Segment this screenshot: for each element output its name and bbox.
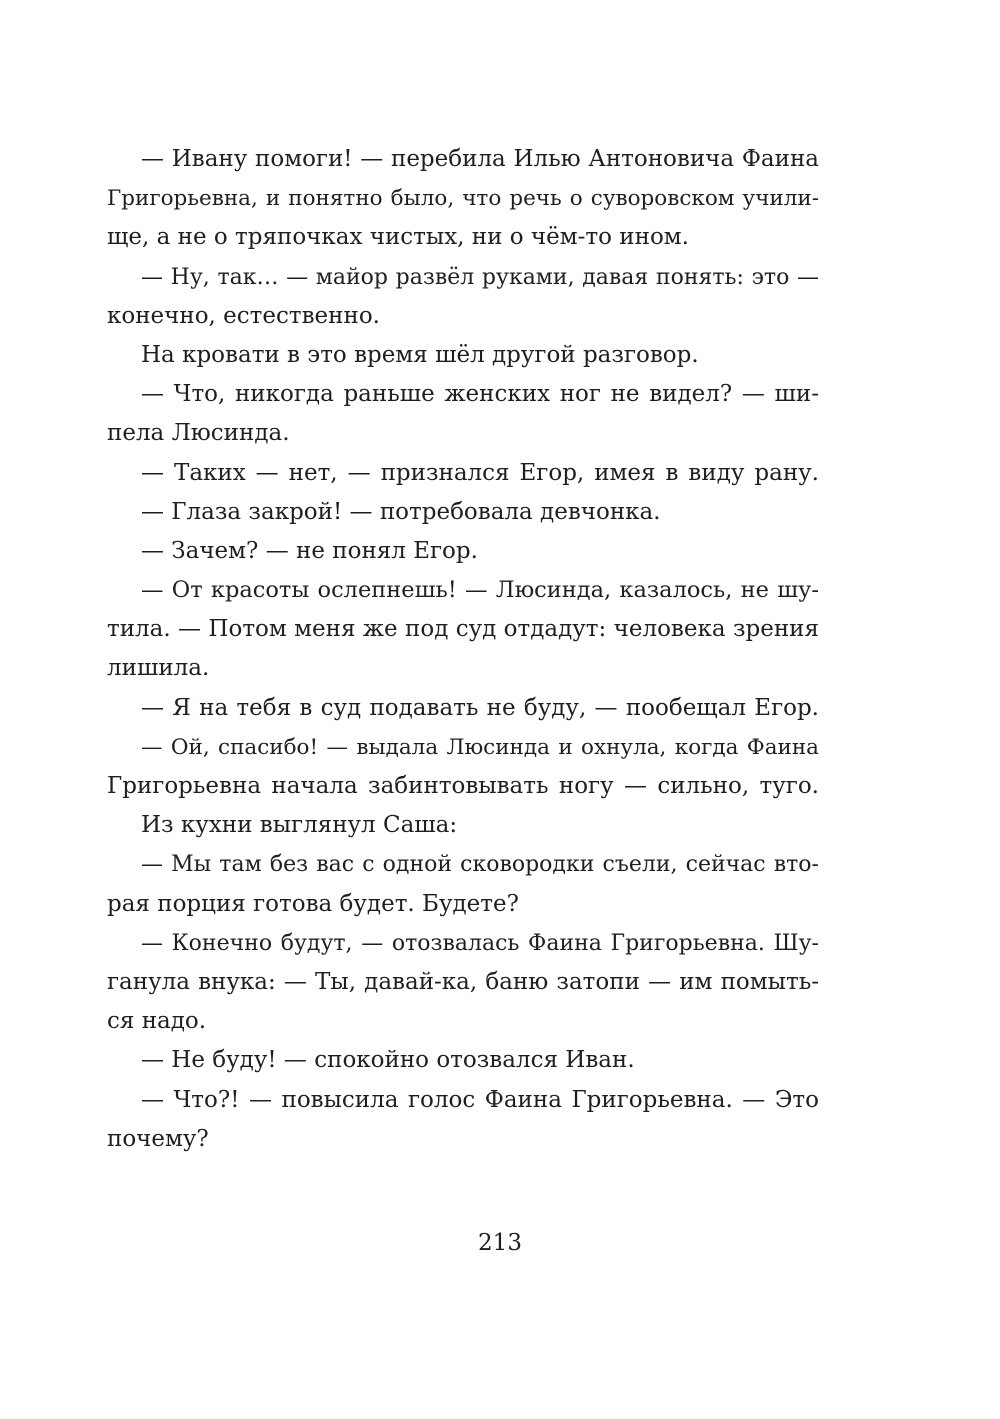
text-line: — Ну, так… — майор развёл руками, давая понять: это —	[141, 264, 819, 290]
text-line: — Что, никогда раньше женских ног не видел? — ши-	[141, 381, 819, 408]
page-number: 213	[478, 1230, 522, 1256]
text-line: Григорьевна, и понятно было, что речь о суворовском учили-	[107, 186, 819, 212]
text-line: — Мы там без вас с одной сковородки съели, сейчас вто-	[141, 852, 819, 878]
text-line: — Ивану помоги! — перебила Илью Антоновича Фаина	[141, 146, 819, 172]
text-line: — Ой, спасибо! — выдала Люсинда и охнула, когда Фаина	[141, 734, 819, 760]
text-line: ще, а не о тряпочках чистых, ни о чём-то ином.	[107, 224, 689, 251]
text-line: ся надо.	[107, 1008, 207, 1035]
text-line: Григорьевна начала забинтовывать ногу — сильно, туго.	[107, 773, 819, 799]
text-line: — Таких — нет, — признался Егор, имея в виду рану.	[141, 459, 819, 486]
text-line: — От красоты ослепнешь! — Люсинда, казалось, не шу-	[141, 577, 819, 604]
text-line: почему?	[107, 1125, 209, 1152]
text-line: ганула внука: — Ты, давай-ка, баню затопи — им помыть-	[107, 968, 819, 995]
text-line: конечно, естественно.	[107, 302, 380, 329]
text-line: тила. — Потом меня же под суд отдадут: человека зрения	[107, 616, 819, 643]
text-line: Из кухни выглянул Саша:	[141, 812, 458, 839]
text-line: лишила.	[107, 655, 210, 682]
text-line: — Конечно будут, — отозвалась Фаина Григорьевна. Шу-	[141, 930, 819, 956]
text-line: — Зачем? — не понял Егор.	[141, 537, 478, 564]
text-line: — Не буду! — спокойно отозвался Иван.	[141, 1047, 635, 1074]
text-line: На кровати в это время шёл другой разговор.	[141, 341, 699, 368]
text-line: рая порция готова будет. Будете?	[107, 890, 519, 917]
text-line: — Что?! — повысила голос Фаина Григорьевна. — Это	[141, 1086, 819, 1113]
text-line: — Глаза закрой! — потребовала девчонка.	[141, 498, 661, 525]
text-line: — Я на тебя в суд подавать не буду, — пообещал Егор.	[141, 694, 819, 721]
text-line: пела Люсинда.	[107, 420, 290, 447]
book-page-text	[107, 140, 819, 1159]
